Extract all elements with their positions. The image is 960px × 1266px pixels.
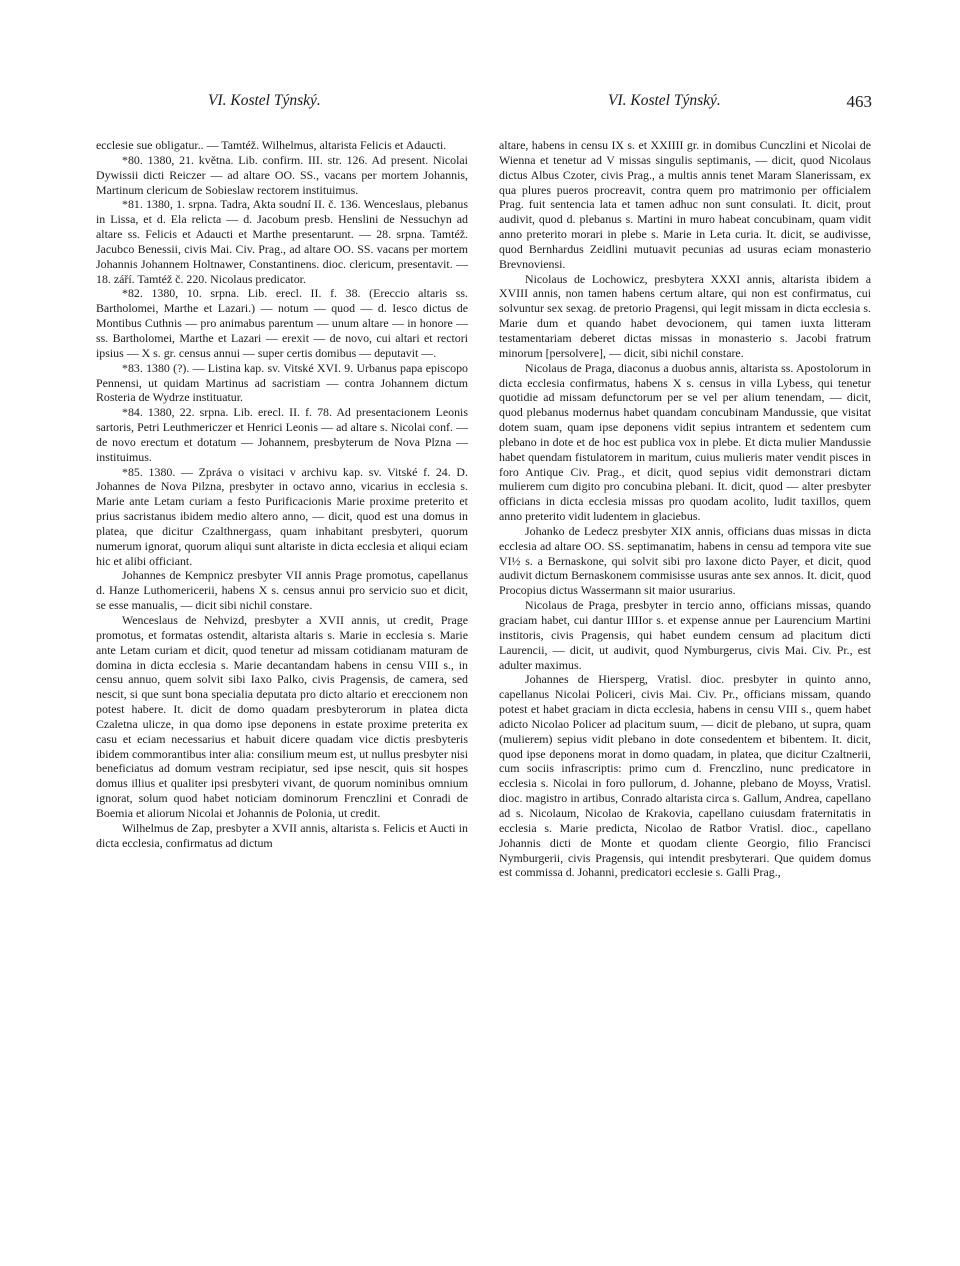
header-left-title: VI. Kostel Týnský. [208,92,321,109]
running-header [96,92,872,116]
page-number: 463 [846,92,872,111]
paragraph: Wilhelmus de Zap, presbyter a XVII annis, altarista s. Felicis et Aucti in dicta ecclesia, confirmatus ad dictum [96,820,468,850]
header-right-title: VI. Kostel Týnský. [608,92,721,109]
entry-85: *85. 1380. — Zpráva o visitaci v archivu kap. sv. Vitské f. 24. D. Johannes de Nova Pilzna, presbyter in octavo anno, vicarius in ecclesia s. Marie ante Letam curiam a festo Purificacionis Marie proxime preterito et prius sacristanus ibidem medio altero anno, — dicit, quod est una domus in platea, que dicitur Czalthnergass, quam inhabitant presbyteri, quorum numerum ignorat, quorum aliqui sunt altariste in dicta ecclesia et aliqui eciam hic et alibi officiant. [96,464,468,568]
entry-83: *83. 1380 (?). — Listina kap. sv. Vitské XVI. 9. Urbanus papa episcopo Pennensi, ut quidam Martinus ad sacristiam — contra Johannem dictum Rosteria de Wydrze instituatur. [96,360,468,405]
entry-80: *80. 1380, 21. května. Lib. confirm. III. str. 126. Ad present. Nicolai Dywissii dicti Reiczer — ad altare OO. SS., vacans per mortem Johannis, Martinum clericum de Sobieslaw rectorem instituimus. [96,152,468,197]
entry-82: *82. 1380, 10. srpna. Lib. erecl. II. f. 38. (Ereccio altaris ss. Bartholomei, Marthe et Lazari.) — notum — quod — d. Iesco dictus de Montibus Cuthnis — pro animabus parentum — unum altare — in honore — ss. Bartholomei, Marthe et Lazari — erexit — de novo, cui altari et rectori ipsius — X s. gr. census annui — super certis domibus — deputavit —. [96,286,468,360]
paragraph: Johannes de Hiersperg, Vratisl. dioc. presbyter in quinto anno, capellanus Nicolai Policeri, civis Mai. Civ. Pr., officians missam, quando potest et habet graciam in dicta ecclesia, habens in censu VIII s., quem habet adicto Nicolao Policer ad placitum suum, — dicit de plebano, ut supra, quam (mulierem) sepius vidit plebano in dote consedentem et bibentem. It. dicit, quod ipse deponens morat in domo quadam, in platea, que dicitur Czaltnerii, cum sociis infrascriptis: primo cum d. Frenczlino, nunc predicatore in ecclesia s. Nicolai in foro pullorum, d. Johanne, plebano de Moyss, Vratisl. dioc. magistro in artibus, Conrado altarista circa s. Gallum, Andrea, capellano ad s. Nicolaum, Nicolao de Krakovia, capellano cuiusdam fraternitatis in ecclesia s. Marie predicta, Nicolao de Ratbor Vratisl. dioc., capellano Johannis dicti de Monte et quodam cliente Georgio, filio Francisci Nymburgerii, civis Pragensis, qui intendit presbyterari. Que quidem domus est commissa d. Johanni, predicatori ecclesie s. Galli Prag., [499,672,871,880]
paragraph: altare, habens in censu IX s. et XXIIII gr. in domibus Cunczlini et Nicolai de Wienna et tenetur ad V missas singulis septimanis, — dicit, quod Nicolaus dictus Albus Czoter, civis Prag., a multis annis tenet Maram Slanerissam, ex qua plures pueros procreavit, contra quem pro matrimonio per officialem Prag. fuit sentencia lata et tamen adhuc non sunt consulati. It. dicit, prout audivit, quod d. plebanus s. Martini in muro habeat concubinam, quam vidit anno preterito morari in plebe s. Marie in Leta curia. It. dicit, se audivisse, quod Bernhardus Zeidlini mutuavit pecunias ad usuras eciam monasterio Brevnoviensi. [499,138,871,271]
paragraph: Nicolaus de Lochowicz, presbytera XXXI annis, altarista ibidem a XVIII annis, non tamen habens certum altare, qui non est confirmatus, cui solvuntur sex sexag. de pretorio Pragensi, qui legit missam in dicta ecclesia s. Marie dum et quando habet devocionem, qui tamen iuxta litteram testamentariam deberet dictas missas in monasterio s. Jacobi fratrum minorum [persolvere], — dicit, sibi nichil constare. [499,271,871,360]
paragraph: Wenceslaus de Nehvizd, presbyter a XVII annis, ut credit, Prage promotus, et formatas ostendit, altarista altaris s. Marie in ecclesia s. Marie ante Letam curiam et dicit, quod tenetur ad missam cotidianam maturam de domina in dicta ecclesia s. Marie decantandam habens in censu VIII s., in censu annuo, quem solvit sibi Iaxo Palko, civis Pragensis, de camera, sed nescit, si que sunt bona specialia deputata pro dicto altario et ereccionem non potest habere. It. dicit de domo quadam presbyterorum in platea dicta Czaletna ulicze, in qua domo ipse deponens in estate proxime preterita ex casu et eciam necessarius et habuit dicere quadam vice dictis presbyteris ibidem commorantibus inter alia: consilium meum est, ut nullus presbyter nisi beneficiatus ad domum vestram recipiatur, sed ipse nescit, quis sit hospes domus illius et qualiter ipsi presbyteri vivant, de quorum nominibus omnium ignorat, solum quod habet noticiam dominorum Frenczlini et Conradi de Boemia et aliorum Nicolai et Johannis de Polonia, ut credit. [96,613,468,820]
paragraph: ecclesie sue obligatur.. — Tamtéž. Wilhelmus, altarista Felicis et Adaucti. [96,138,447,152]
entry-84: *84. 1380, 22. srpna. Lib. erecl. II. f. 78. Ad presentacionem Leonis sartoris, Petri Leuthmericzer et Henrici Leonis — ad altare s. Nicolai conf. — de novo erectum et dotatum — Johannem, presbyterum de Nova Plzna — instituimus. [96,405,468,464]
paragraph: Johannes de Kempnicz presbyter VII annis Prage promotus, capellanus d. Hanze Luthomericerii, habens X s. census annui pro servicio suo et dicit, se esse manualis, — dicit sibi nichil constare. [96,568,468,613]
right-column [499,138,871,880]
paragraph: Nicolaus de Praga, presbyter in tercio anno, officians missas, quando graciam habet, cui dantur IIIIor s. et expense annue per Laurencium Martini institoris, civis Pragensis, qui habet eundem censum ad placitum dicti Laurencii, — dicit, ut audivit, quod Nymburgerus, civis Mai. Civ. Pr., est adulter maximus. [499,598,871,672]
paragraph: Nicolaus de Praga, diaconus a duobus annis, altarista ss. Apostolorum in dicta ecclesia confirmatus, habens X s. census in villa Lybess, qui tenetur quotidie ad missam defunctorum per se vel per alium tenendam, — dicit, quod plebanus modernus habet quandam concubinam Mandussie, que visitat dotem suam, quam ipse deponens vidit sepius intrantem et sedentem cum plebano in dote et de hoc est publica vox in plebe. Et dicta mulier Mandussie habet quendam fistulatorem in maritum, cuius mulieris mater vendit pisces in foro Antique Civ. Prag., et dicit, quod sepius vidit demonstrari dictam mulierem cum digito pro concubina plebani. It. dicit, quod — alter presbyter officians in dicta ecclesia missas pro quodam acolito, ludit taxillos, quem anno preterito vidit ludentem in glaciebus. [499,360,871,524]
left-column [96,138,468,851]
entry-81: *81. 1380, 1. srpna. Tadra, Akta soudní II. č. 136. Wenceslaus, plebanus in Lissa, et d. Ela relicta — d. Jacobum presb. Henslini de Nessuchyn ad altare ss. Felicis et Adaucti et Marthe presentarunt. — 28. srpna. Tamtéž. Jacubco Benessii, civis Mai. Civ. Prag., ad altare OO. SS. vacans per mortem Johannis Johannem Holtnawer, Constantinens. dioc. clericum, presentavit. — 18. září. Tamtéž č. 220. Nicolaus predicator. [96,197,468,286]
paragraph: Johanko de Ledecz presbyter XIX annis, officians duas missas in dicta ecclesia ad altare OO. SS. septimanatim, habens in censu ad tempora vite sue VI½ s. a Bernaskone, qui solvit sibi pro laxone dicto Payer, et dicit, quod audivit dictum Bernaskonem commisisse usuras ante sex annos. It. dicit, quod Procopius dictus Wassermann sit maior usurarius. [499,523,871,598]
